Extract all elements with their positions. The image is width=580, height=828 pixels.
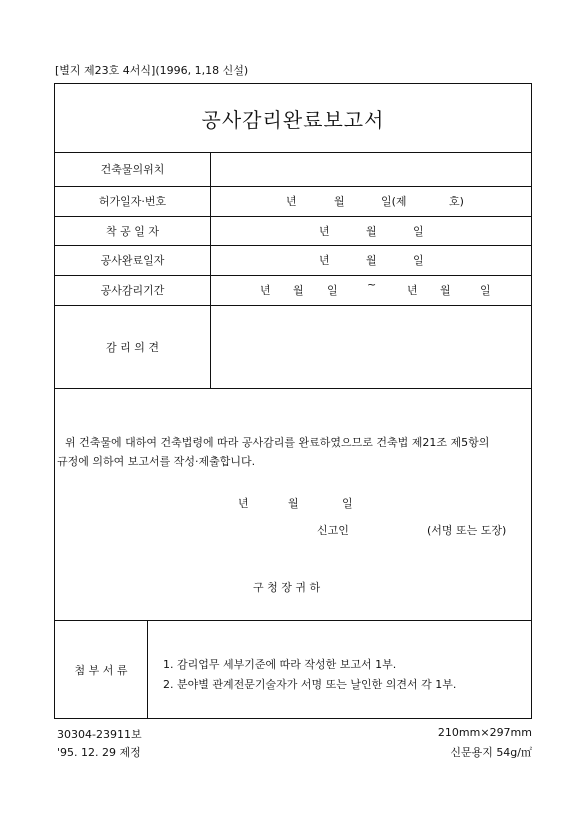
field-completion-date[interactable] (210, 245, 531, 275)
period-start-year: 년 (260, 284, 271, 297)
declaration-month: 월 (288, 497, 299, 510)
recipient: 구 청 장 귀 하 (253, 581, 321, 594)
form-code: 30304-23911보 (57, 728, 142, 741)
declaration-line-1: 위 건축물에 대하여 건축법령에 따라 공사감리를 완료하였으므로 건축법 제21조 제5항의 (65, 436, 490, 449)
start-year: 년 (319, 224, 330, 238)
period-start-day: 일 (327, 284, 338, 297)
start-month: 월 (366, 224, 377, 238)
declaration-section (55, 388, 531, 622)
form-title: 공사감리완료보고서 (55, 84, 531, 153)
attachment-item-1: 1. 감리업무 세부기준에 따라 작성한 보고서 1부. (163, 658, 397, 671)
row-completion-date (55, 245, 531, 276)
label-building-location: 건축물의위치 (55, 152, 211, 186)
field-building-location[interactable] (210, 152, 531, 186)
start-day: 일 (413, 224, 424, 238)
form-number-note: [별지 제23호 4서식](1996, 1,18 신설) (55, 64, 249, 77)
field-permit[interactable] (210, 186, 531, 216)
permit-ho: 호) (449, 195, 464, 208)
attachments-section (54, 621, 532, 719)
signature-note[interactable]: (서명 또는 도장) (427, 524, 507, 537)
declaration-day: 일 (342, 497, 353, 510)
label-completion-date: 공사완료일자 (55, 245, 211, 275)
declaration-year: 년 (238, 497, 249, 510)
complete-day: 일 (413, 254, 424, 267)
reporter-label: 신고인 (317, 524, 349, 537)
field-supervision-opinion[interactable] (210, 305, 531, 388)
period-end-month: 월 (440, 284, 451, 297)
field-supervision-period[interactable] (210, 275, 531, 305)
permit-month: 월 (334, 195, 345, 208)
permit-year: 년 (286, 195, 297, 208)
paper-type: 신문용지 54g/㎡ (450, 746, 532, 759)
period-tilde: ~ (367, 278, 377, 291)
row-permit (55, 186, 531, 217)
label-attachments: 첨 부 서 류 (55, 621, 148, 718)
label-start-date: 착 공 일 자 (55, 216, 211, 245)
report-form (54, 83, 532, 621)
complete-year: 년 (319, 254, 330, 267)
label-supervision-opinion: 감 리 의 견 (55, 305, 211, 388)
row-supervision-period (55, 275, 531, 306)
attachments-list (163, 655, 456, 695)
complete-month: 월 (366, 254, 377, 267)
permit-day: 일(제 (381, 195, 407, 208)
period-end-year: 년 (407, 284, 418, 297)
period-start-month: 월 (293, 284, 304, 297)
declaration-line-2: 규정에 의하여 보고서를 작성·제출합니다. (57, 455, 256, 468)
period-end-day: 일 (480, 284, 491, 297)
row-supervision-opinion (55, 305, 531, 389)
label-supervision-period: 공사감리기간 (55, 275, 211, 305)
row-start-date (55, 216, 531, 246)
paper-size: 210mm×297mm (437, 726, 532, 739)
row-building-location (55, 152, 531, 187)
field-start-date[interactable] (210, 216, 531, 245)
label-permit: 허가일자·번호 (55, 186, 211, 216)
enactment-date: '95. 12. 29 제정 (57, 746, 141, 759)
attachment-item-2: 2. 분야별 관계전문기술자가 서명 또는 날인한 의견서 각 1부. (163, 678, 457, 691)
